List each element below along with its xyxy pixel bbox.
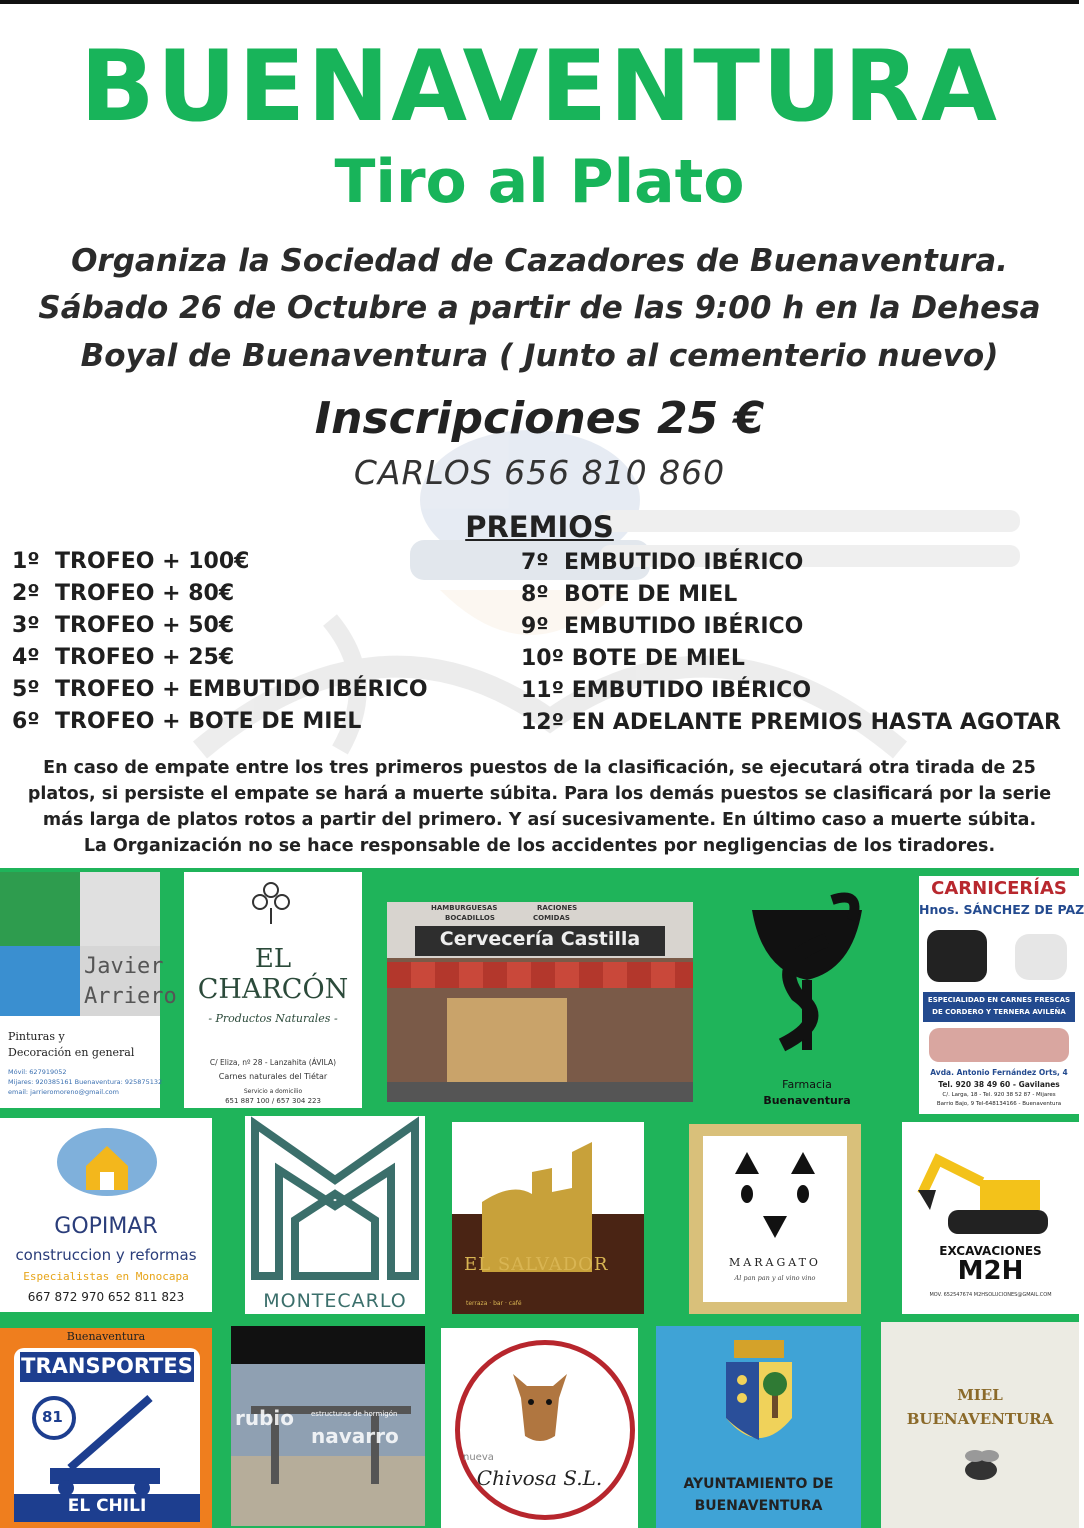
montecarlo-m-logo xyxy=(249,1120,421,1280)
clover-icon xyxy=(246,880,296,924)
owl-face-icon xyxy=(729,1152,821,1244)
sponsor-name: M2H xyxy=(957,1256,1024,1286)
sponsor-text: ESPECIALIDAD EN CARNES FRESCAS xyxy=(927,996,1071,1004)
sponsor-text: 667 872 970 652 811 823 xyxy=(27,1290,185,1304)
location-line: Boyal de Buenaventura ( Junto al cementerio nuevo) xyxy=(80,338,999,374)
bee-icon xyxy=(957,1446,1005,1486)
sponsor-text: 651 887 100 / 657 304 223 xyxy=(225,1097,321,1105)
sponsor-text: C/ Eliza, nº 28 - Lanzahita (ÁVILA) xyxy=(209,1058,337,1067)
date-line: Sábado 26 de Octubre a partir de las 9:00 h en la Dehesa xyxy=(38,290,1041,326)
sponsor-text: Mijares: 920385161 Buenaventura: 925875132 xyxy=(8,1078,163,1086)
prize-item: 3º TROFEO + 50€ xyxy=(12,613,235,638)
sponsor-text: nueva xyxy=(463,1452,494,1463)
prizes-heading: PREMIOS xyxy=(465,510,614,544)
sponsor-text: Pinturas y xyxy=(8,1030,65,1043)
sponsor-name: Hnos. SÁNCHEZ DE PAZ xyxy=(919,902,1084,917)
prize-item: 8º BOTE DE MIEL xyxy=(521,582,738,607)
sponsor-name: CHARCÓN xyxy=(197,974,349,1005)
sponsor-text: Especialistas en Monocapa xyxy=(23,1270,189,1283)
sponsor-text: BOCADILLOS xyxy=(445,914,495,922)
sponsor-farmacia xyxy=(718,872,896,1108)
sponsor-carnicerias xyxy=(919,876,1084,1114)
coat-of-arms-icon xyxy=(720,1340,798,1460)
sponsor-name: AYUNTAMIENTO DE xyxy=(683,1476,834,1492)
prize-item: 2º TROFEO + 80€ xyxy=(12,581,235,606)
sponsor-montecarlo xyxy=(245,1116,425,1314)
sponsor-text: HAMBURGUESAS xyxy=(431,904,498,912)
prize-item: 1º TROFEO + 100€ xyxy=(12,549,250,574)
crane-truck-icon xyxy=(30,1388,180,1498)
sponsor-transportes-el-chili xyxy=(0,1328,212,1528)
contact-phone: CARLOS 656 810 860 xyxy=(353,453,726,492)
sponsor-name: EL xyxy=(254,944,292,974)
sponsor-text: - Productos Naturales - xyxy=(208,1012,338,1025)
sponsor-text: MOV. 652547674 M2HSOLUCIONES@GMAIL.COM xyxy=(929,1292,1052,1298)
sponsor-name: Javier xyxy=(84,954,164,979)
house-chat-icon xyxy=(52,1124,162,1208)
goat-head-icon xyxy=(503,1364,577,1446)
top-border xyxy=(0,0,1079,4)
sponsor-text: EXCAVACIONES xyxy=(939,1244,1042,1258)
sponsor-name: Cervecería Castilla xyxy=(439,928,641,950)
prize-item: 4º TROFEO + 25€ xyxy=(12,645,235,670)
sponsor-name: MONTECARLO xyxy=(263,1290,407,1312)
sponsor-miel-buenaventura xyxy=(881,1322,1079,1528)
excavator-icon xyxy=(918,1150,1068,1244)
sponsor-text: Barrio Bajo, 9 Tel-648134166 - Buenaventura xyxy=(936,1101,1062,1107)
prize-item: 6º TROFEO + BOTE DE MIEL xyxy=(12,709,362,734)
sponsor-el-charcon xyxy=(184,872,362,1108)
organizer-line: Organiza la Sociedad de Cazadores de Buenaventura. xyxy=(71,243,1008,279)
sponsor-text: COMIDAS xyxy=(533,914,570,922)
sponsor-name: MARAGATO xyxy=(729,1256,821,1269)
sponsor-name: TRANSPORTES xyxy=(21,1354,193,1378)
sponsor-name: CARNICERÍAS xyxy=(931,878,1067,899)
sponsor-m2h xyxy=(902,1122,1079,1314)
sponsor-el-salvador xyxy=(452,1122,644,1314)
sponsor-javier-arriero xyxy=(0,872,177,1108)
sponsor-name: Chivosa S.L. xyxy=(476,1466,603,1490)
event-title: BUENAVENTURA xyxy=(80,30,999,144)
sponsor-name: EL SALVADOR xyxy=(464,1254,609,1275)
sponsor-text: Farmacia xyxy=(782,1078,832,1091)
tiebreak-rules: En caso de empate entre los tres primeros puestos de la clasificación, se ejecutará otra tirada de 25 platos, si persiste el empate se hará a muerte súbita. Para los demás puestos se clasificará por la serie más larga de platos rotos a partir del primero. Y así sucesivamente. En último caso a muerte súbita. La Organización no se hace responsable de los accidentes por negligencias de los tiradores. xyxy=(27,758,1052,856)
sponsor-name: BUENAVENTURA xyxy=(694,1498,823,1514)
sponsor-name: navarro xyxy=(311,1424,399,1448)
registration-fee: Inscripciones 25 € xyxy=(314,393,765,444)
sponsor-text: Al pan pan y al vino vino xyxy=(734,1274,816,1282)
sponsor-name: Arriero xyxy=(84,984,177,1009)
sponsor-text: terraza · bar · café xyxy=(466,1300,522,1307)
sponsor-name: EL CHILI xyxy=(67,1496,147,1516)
sponsor-text: construccion y reformas xyxy=(15,1246,197,1264)
sponsor-text: estructuras de hormigón xyxy=(311,1410,398,1418)
sponsor-text: 81 xyxy=(42,1408,63,1426)
sponsor-text: email: jarrieromoreno@gmail.com xyxy=(8,1088,119,1096)
sponsor-text: Servicio a domicilio xyxy=(243,1088,303,1095)
sponsor-maragato xyxy=(689,1124,861,1314)
sponsor-text: Buenaventura xyxy=(66,1330,146,1343)
prize-item: 5º TROFEO + EMBUTIDO IBÉRICO xyxy=(12,677,428,702)
event-subtitle: Tiro al Plato xyxy=(334,147,745,217)
sponsor-name: Buenaventura xyxy=(763,1094,851,1107)
sponsor-rubio-navarro xyxy=(231,1326,425,1526)
sponsor-text: DE CORDERO Y TERNERA AVILEÑA xyxy=(932,1008,1066,1016)
prize-item: 11º EMBUTIDO IBÉRICO xyxy=(521,678,812,703)
prize-item: 12º EN ADELANTE PREMIOS HASTA AGOTAR xyxy=(521,710,1061,735)
sponsor-text: Carnes naturales del Tiétar xyxy=(218,1072,328,1081)
sponsor-ayuntamiento xyxy=(656,1326,861,1528)
sponsor-text: Tel. 920 38 49 60 - Gavilanes xyxy=(938,1080,1060,1089)
sponsor-text: C/. Larga, 18 - Tel. 920 38 52 87 - Mijares xyxy=(942,1092,1056,1098)
sponsor-text: Decoración en general xyxy=(8,1046,135,1059)
prize-item: 7º EMBUTIDO IBÉRICO xyxy=(521,550,804,575)
sponsor-name: GOPIMAR xyxy=(54,1214,158,1239)
sponsor-text: Avda. Antonio Fernández Orts, 4 xyxy=(930,1068,1068,1077)
sponsor-cerveceria-castilla xyxy=(387,902,693,1102)
sponsor-name: rubio xyxy=(235,1406,295,1430)
prize-item: 9º EMBUTIDO IBÉRICO xyxy=(521,614,804,639)
sponsor-nueva-chivosa xyxy=(441,1328,638,1528)
sponsor-name: MIEL xyxy=(957,1386,1003,1404)
sponsor-text: Móvil: 627919052 xyxy=(8,1068,67,1076)
prize-item: 10º BOTE DE MIEL xyxy=(521,646,745,671)
pharmacy-bowl-serpent-icon xyxy=(742,880,872,1070)
sponsors-grid xyxy=(0,868,1084,1528)
sponsor-gopimar xyxy=(0,1118,212,1312)
sponsor-name: BUENAVENTURA xyxy=(906,1410,1054,1428)
sponsor-text: RACIONES xyxy=(537,904,578,912)
